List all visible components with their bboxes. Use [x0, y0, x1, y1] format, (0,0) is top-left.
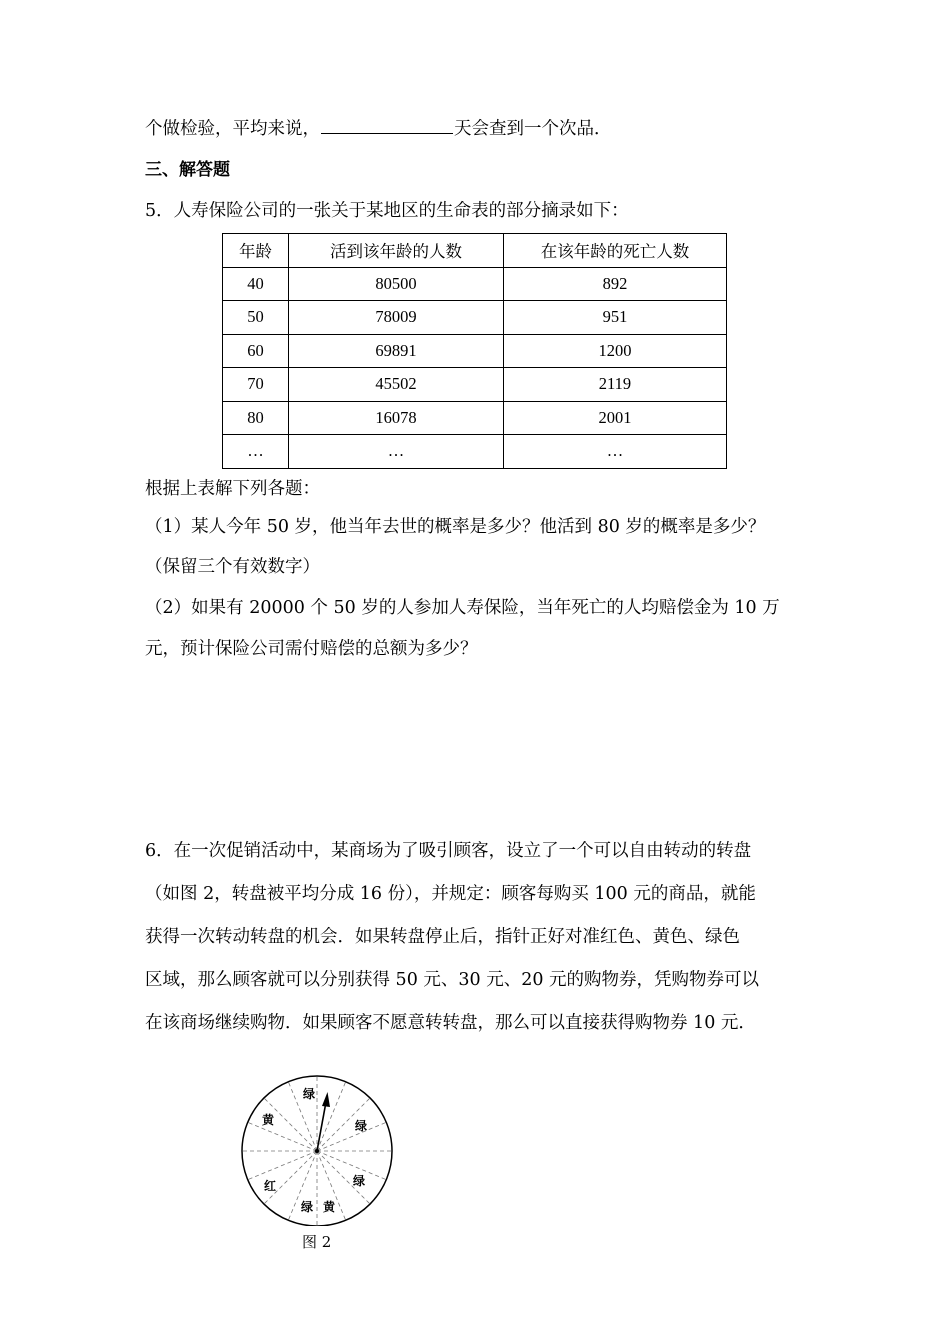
- q5-intro: 5．人寿保险公司的一张关于某地区的生命表的部分摘录如下：: [145, 201, 629, 221]
- q6-line5: 在该商场继续购物．如果顾客不愿意转转盘，那么可以直接获得购物券 10 元．: [145, 1013, 756, 1033]
- wheel-label-lower-left: 红: [263, 1179, 277, 1193]
- cell-survivors: 78009: [289, 301, 504, 335]
- q5-part1-line2: （保留三个有效数字）: [145, 557, 320, 577]
- cell-age: 60: [223, 334, 289, 368]
- q5-part2-line2: 元，预计保险公司需付赔偿的总额为多少？: [145, 639, 478, 659]
- spinner-wheel-figure: [240, 1072, 394, 1226]
- cell-deaths: …: [504, 435, 727, 469]
- header-survivors: 活到该年龄的人数: [289, 234, 504, 268]
- life-table: [222, 233, 727, 469]
- wheel-label-bottom-left: 绿: [300, 1200, 314, 1214]
- table-row: [223, 301, 727, 335]
- q6-line3: 获得一次转动转盘的机会．如果转盘停止后，指针正好对准红色、黄色、绿色: [145, 927, 740, 947]
- cell-deaths: 951: [504, 301, 727, 335]
- q6-line2: （如图 2，转盘被平均分成 16 份），并规定：顾客每购买 100 元的商品，就能: [145, 884, 756, 904]
- pointer-arrow: [317, 1092, 330, 1151]
- wheel-label-lower-right: 绿: [352, 1174, 366, 1188]
- table-row: [223, 435, 727, 469]
- q5-part2-line1: （2）如果有 20000 个 50 岁的人参加人寿保险，当年死亡的人均赔偿金为 10 万: [145, 598, 780, 618]
- q6-line4: 区域，那么顾客就可以分别获得 50 元、30 元、20 元的购物券，凭购物券可以: [145, 970, 760, 990]
- cell-age: …: [223, 435, 289, 469]
- wheel-label-upper-left: 黄: [261, 1113, 275, 1127]
- fill-in-before: 个做检验，平均来说，: [145, 119, 320, 139]
- wheel-label-bottom-right: 黄: [322, 1200, 336, 1214]
- figure-caption: 图 2: [302, 1233, 332, 1251]
- cell-deaths: 1200: [504, 334, 727, 368]
- fill-in-line: [145, 117, 612, 141]
- table-row: [223, 334, 727, 368]
- table-row: [223, 267, 727, 301]
- cell-survivors: 16078: [289, 401, 504, 435]
- wheel-label-top: 绿: [302, 1087, 316, 1101]
- cell-deaths: 2119: [504, 368, 727, 402]
- cell-survivors: 69891: [289, 334, 504, 368]
- cell-age: 50: [223, 301, 289, 335]
- q6-line1: 6．在一次促销活动中，某商场为了吸引顾客，设立了一个可以自由转动的转盘: [145, 841, 752, 861]
- q5-part1-line1: （1）某人今年 50 岁，他当年去世的概率是多少？他活到 80 岁的概率是多少？: [145, 517, 766, 537]
- cell-survivors: 45502: [289, 368, 504, 402]
- table-row: [223, 401, 727, 435]
- cell-survivors: …: [289, 435, 504, 469]
- answer-blank[interactable]: [321, 117, 453, 134]
- cell-age: 70: [223, 368, 289, 402]
- cell-age: 80: [223, 401, 289, 435]
- q5-prompt: 根据上表解下列各题：: [145, 479, 320, 499]
- fill-in-after: 天会查到一个次品．: [454, 119, 612, 139]
- header-deaths: 在该年龄的死亡人数: [504, 234, 727, 268]
- cell-survivors: 80500: [289, 267, 504, 301]
- table-header-row: [223, 234, 727, 268]
- cell-deaths: 2001: [504, 401, 727, 435]
- table-row: [223, 368, 727, 402]
- wheel-label-upper-right: 绿: [354, 1119, 368, 1133]
- section-title: 三、解答题: [145, 160, 230, 180]
- cell-deaths: 892: [504, 267, 727, 301]
- header-age: 年龄: [223, 234, 289, 268]
- cell-age: 40: [223, 267, 289, 301]
- wheel-center: [315, 1149, 319, 1153]
